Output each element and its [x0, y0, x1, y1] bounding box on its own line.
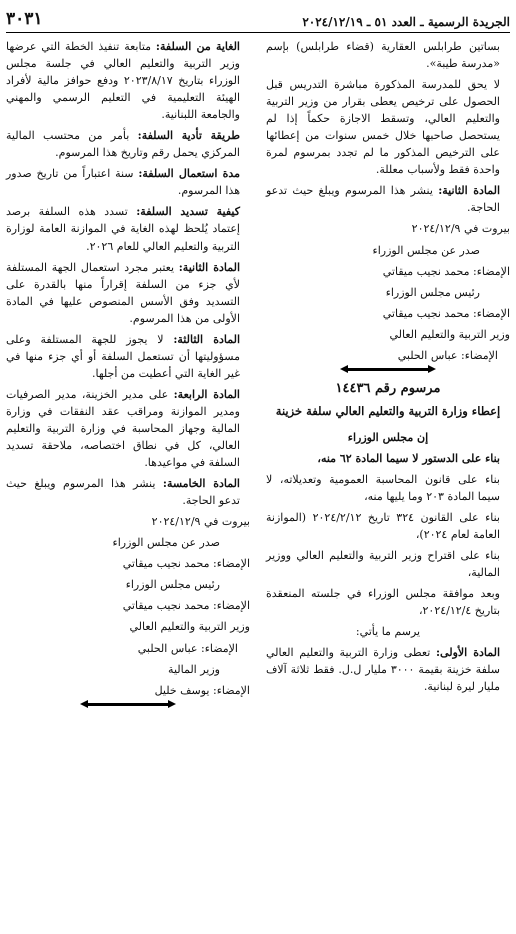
- left-column: [6, 38, 250, 714]
- section-divider: [348, 368, 428, 371]
- article-text: ينشر هذا المرسوم ويبلغ حيث تدعو الحاجة.: [266, 184, 500, 215]
- legal-basis: بناء على القانون ٣٢٤ تاريخ ٢٠٢٤/٢/١٢ (الموازنة العامة لعام ٢٠٢٤)،: [266, 510, 500, 541]
- date-line: بيروت في ٢٠٢٤/١٢/٩: [151, 515, 250, 529]
- legal-basis: بناء على الدستور لا سيما المادة ٦٢ منه،: [317, 451, 500, 465]
- issued-by: صدر عن مجلس الوزراء: [372, 243, 480, 257]
- clause-label: كيفية تسديد السلفة:: [136, 205, 240, 219]
- advance-repayment: [6, 203, 250, 254]
- paragraph: لا يحق للمدرسة المذكورة مباشرة التدريس قبل الحصول على ترخيص يعطى بقرار من وزير التربية والتعليم العالي، وتسقط الاجازة حكماً إذا لم يستحصل صاحبها خلال خمس سنوات من إعطائها على الترخيص المذكور ما لم تجدد بمرسوم لمرة واحدة فقط ولأسباب معللة.: [266, 78, 500, 177]
- decree-title: إعطاء وزارة التربية والتعليم العالي سلفة خزينة: [275, 403, 501, 418]
- decree-number: مرسوم رقم ١٤٤٣٦: [335, 380, 441, 396]
- article-text: تعطى وزارة التربية والتعليم العالي سلفة خزينة بقيمة ٣٠٠٠ مليار ل.ل. فقط ثلاثة آلاف مليار ليرة لبنانية.: [266, 646, 500, 694]
- council-heading: إن مجلس الوزراء: [347, 430, 429, 444]
- official-title: وزير التربية والتعليم العالي: [389, 327, 510, 341]
- advance-purpose: [6, 38, 250, 123]
- article-5: [6, 475, 250, 509]
- paragraph: بساتين طرابلس العقارية (قضاء طرابلس) بإسم «مدرسة طيبة».: [266, 40, 500, 71]
- article-2: [266, 182, 510, 216]
- section-divider: [88, 703, 168, 706]
- official-title: وزير التربية والتعليم العالي: [129, 620, 250, 634]
- legal-basis: بناء على اقتراح وزير التربية والتعليم العالي ووزير المالية،: [266, 549, 500, 580]
- article-label: المادة الثالثة:: [173, 332, 240, 346]
- article-text: يعتبر مجرد استعمال الجهة المستلفة لأي جزء من السلفة إقراراً منها بالقدرة على التسديد وفق الأسس المنصوص عليها في المادة الأولى من هذا المرسوم.: [6, 260, 240, 325]
- clause-text: سنة اعتباراً من تاريخ صدور هذا المرسوم.: [6, 167, 240, 198]
- decrees-line: يرسم ما يأتي:: [355, 625, 421, 639]
- signature: الإمضاء: محمد نجيب ميقاتي: [382, 306, 510, 320]
- clause-text: متابعة تنفيذ الخطة التي عرضها وزير التربية والتعليم العالي في جلسة مجلس الوزراء بتاريخ ٢٠٢٣/٨/١٧ ودفع حوافز مالية لأفراد الهيئة التعليمية في التعليم الرسمي والمهني والجامعة اللبنانية.: [6, 40, 240, 122]
- clause-text: بأمر من محتسب المالية المركزي يحمل رقم وتاريخ هذا المرسوم.: [6, 129, 240, 160]
- advance-duration: [6, 165, 250, 199]
- article-label: المادة الثانية:: [438, 184, 500, 198]
- official-title: رئيس مجلس الوزراء: [385, 285, 480, 299]
- signature: الإمضاء: محمد نجيب ميقاتي: [382, 264, 510, 278]
- article-label: المادة الرابعة:: [173, 387, 240, 401]
- date-line: بيروت في ٢٠٢٤/١٢/٩: [411, 222, 510, 236]
- legal-basis: وبعد موافقة مجلس الوزراء في جلسته المنعقدة بتاريخ ٢٠٢٤/١٢/٤،: [266, 587, 500, 618]
- article-3: [6, 331, 250, 382]
- advance-method: [6, 127, 250, 161]
- article-label: المادة الخامسة:: [162, 477, 240, 491]
- clause-label: طريقة تأدية السلفة:: [137, 129, 240, 143]
- article-text: على مدير الخزينة، مدير الصرفيات ومدير الموازنة ومراقب عقد النفقات في وزارة المالية وجهاز المحاسبة في وزارة التربية والتعليم العالي، كل في نطاق اختصاصه، ملاحقة تسديد السلفة في مواعيدها.: [6, 387, 240, 470]
- article-text: ينشر هذا المرسوم ويبلغ حيث تدعو الحاجة.: [6, 477, 240, 508]
- article-2: [6, 259, 250, 327]
- legal-basis: بناء على قانون المحاسبة العمومية وتعديلاته، لا سيما المادة ٢٠٣ وما يليها منه،: [266, 472, 500, 503]
- page-number: ٣٠٣١: [6, 8, 43, 29]
- article-text: لا يجوز للجهة المستلفة وعلى مسؤوليتها أن تستعمل السلفة أو أي جزء منها في غير الغاية التي أعطيت من أجلها.: [6, 332, 240, 380]
- clause-text: تسدد هذه السلفة برصد إعتماد يُلحظ لهذه الغاية في الموازنة العامة لوزارة التربية والتعليم العالي للعام ٢٠٢٦.: [6, 205, 240, 253]
- article-1: [266, 644, 510, 695]
- official-title: وزير المالية: [168, 662, 220, 676]
- article-4: [6, 386, 250, 471]
- article-label: المادة الأولى:: [436, 646, 501, 660]
- gazette-title: الجريدة الرسمية ـ العدد ٥١ ـ ٢٠٢٤/١٢/١٩: [302, 15, 510, 30]
- official-title: رئيس مجلس الوزراء: [125, 578, 220, 592]
- signature: الإمضاء: محمد نجيب ميقاتي: [122, 557, 250, 571]
- signature: الإمضاء: عباس الحلبي: [397, 348, 498, 362]
- right-column: [266, 38, 510, 699]
- page-header: [6, 6, 510, 33]
- clause-label: الغاية من السلفة:: [155, 40, 240, 53]
- signature: الإمضاء: يوسف خليل: [154, 683, 250, 697]
- article-label: المادة الثانية:: [178, 260, 241, 274]
- clause-label: مدة استعمال السلفة:: [138, 167, 241, 181]
- issued-by: صدر عن مجلس الوزراء: [112, 536, 220, 550]
- signature: الإمضاء: عباس الحلبي: [137, 641, 238, 655]
- signature: الإمضاء: محمد نجيب ميقاتي: [122, 599, 250, 613]
